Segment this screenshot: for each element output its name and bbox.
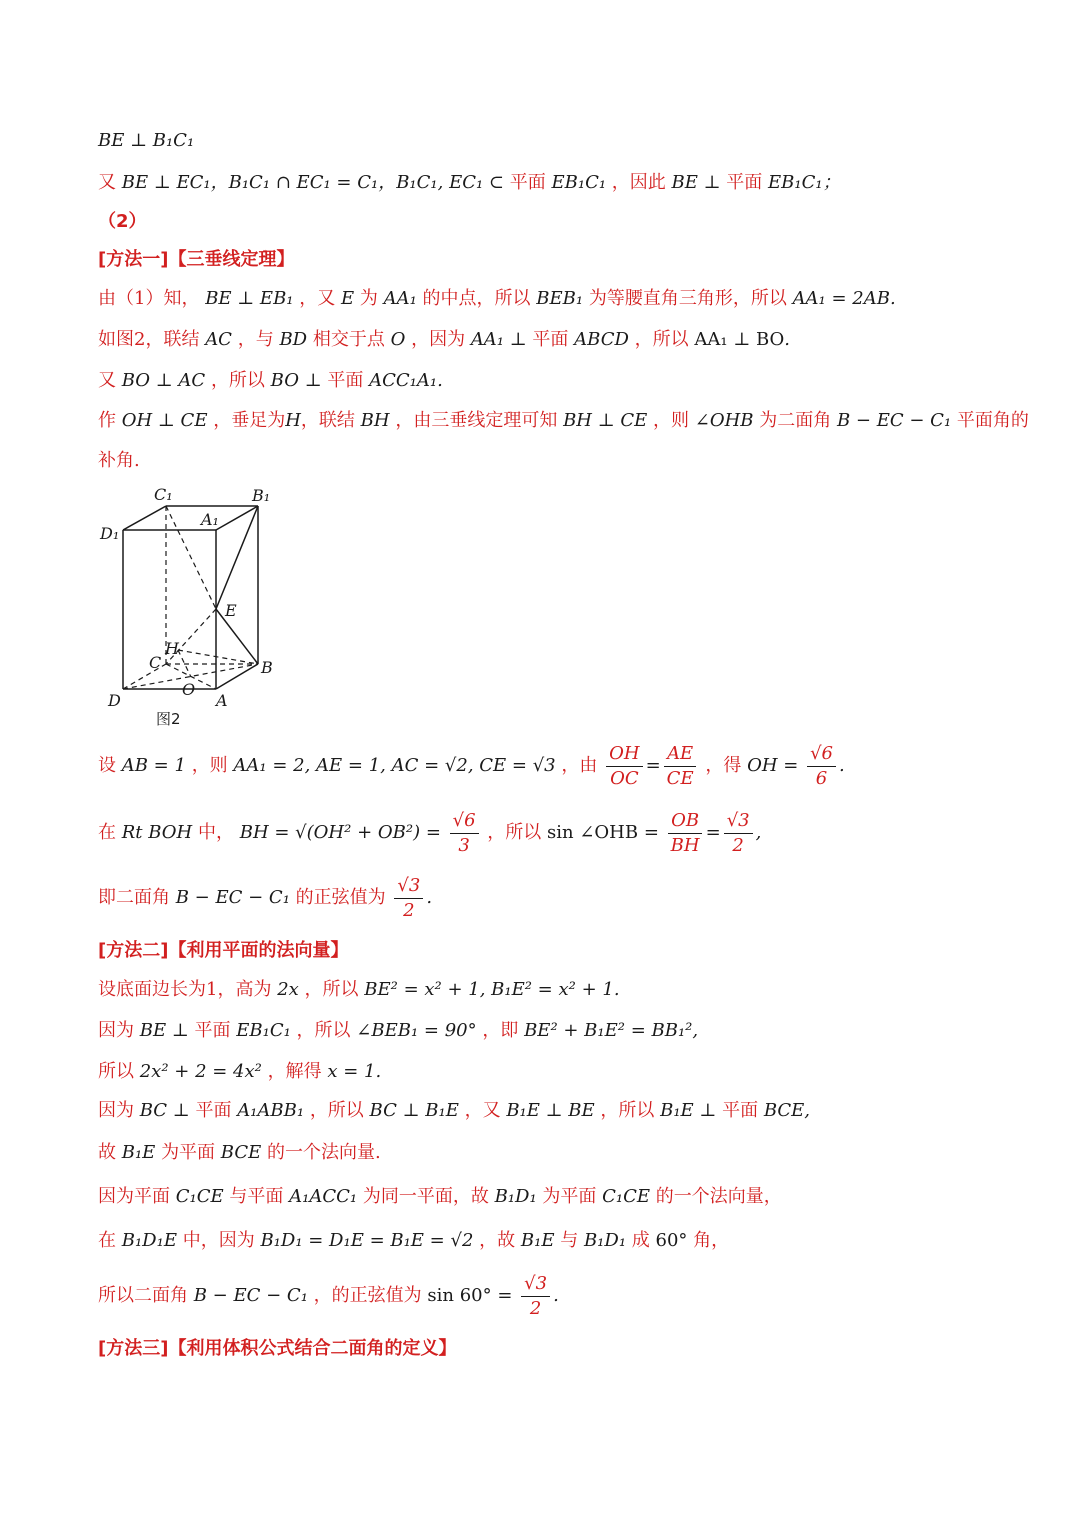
math-segment: AA₁ ⊥ BO bbox=[694, 329, 785, 350]
fraction-OB-BH: $\frac{OB}{BH}$ bbox=[668, 809, 703, 858]
edge bbox=[216, 664, 258, 689]
text-segment: ，由三垂线定理可知 bbox=[395, 410, 558, 431]
fraction-sqrt3-2: $\frac{√3}{2}$ bbox=[521, 1272, 550, 1321]
text-segment: ，垂足为 bbox=[213, 410, 286, 431]
text-segment: ，又 bbox=[299, 288, 336, 309]
math-segment: AA₁ bbox=[383, 288, 417, 309]
math-segment: OH = bbox=[747, 755, 799, 776]
m2-line-4: 因为 BC ⊥ 平面 A₁ABB₁ ，所以 BC ⊥ B₁E ，又 B₁E ⊥ BE ，所以 B₁E ⊥ 平面 BCE, bbox=[98, 1100, 811, 1121]
text-segment: 平面角的 bbox=[956, 410, 1029, 431]
math-segment: A₁ACC₁ bbox=[289, 1186, 358, 1207]
text-segment: 由（1）知， bbox=[98, 288, 200, 309]
edge bbox=[216, 506, 258, 530]
text-segment: 平面 bbox=[195, 1100, 232, 1121]
method-3-heading: [方法三]【利用体积公式结合二面角的定义】 bbox=[98, 1338, 457, 1359]
math-segment: C₁CE bbox=[175, 1186, 224, 1207]
math-segment: BH bbox=[360, 410, 390, 431]
math-segment: B₁E bbox=[520, 1230, 555, 1251]
m2-line-8: 所以二面角 B − EC − C₁ ，的正弦值为 sin 60° = $\frac{√3}{2}$ . bbox=[98, 1272, 559, 1319]
label-B1: B₁ bbox=[252, 486, 271, 505]
text-segment: 平面 bbox=[722, 1100, 759, 1121]
math-segment: BE ⊥ bbox=[139, 1020, 189, 1041]
text-segment: ，故 bbox=[479, 1230, 516, 1251]
label-B: B bbox=[261, 658, 273, 677]
math-segment: B − EC − C₁ bbox=[193, 1285, 308, 1306]
math-segment: BE ⊥ bbox=[671, 172, 721, 193]
text-segment: 中， bbox=[198, 822, 234, 843]
figure-caption: 图2 bbox=[156, 710, 181, 728]
math-segment: BCE bbox=[220, 1142, 262, 1163]
math-segment: B₁D₁ bbox=[583, 1230, 627, 1251]
method-2-heading: [方法二]【利用平面的法向量】 bbox=[98, 940, 349, 961]
text-segment: ，所以 bbox=[487, 822, 542, 843]
fraction-sqrt3-2: $\frac{√3}{2}$ bbox=[724, 809, 753, 858]
math-segment: BC ⊥ B₁E bbox=[369, 1100, 459, 1121]
text-segment: ，即 bbox=[482, 1020, 519, 1041]
math-segment: O bbox=[390, 329, 406, 350]
math-segment: B₁E ⊥ BE bbox=[506, 1100, 595, 1121]
text-segment: 设底面边长为1，高为 bbox=[98, 979, 272, 1000]
fraction-sqrt3-2: $\frac{√3}{2}$ bbox=[394, 874, 423, 923]
text-segment: 平面 bbox=[532, 329, 569, 350]
edge bbox=[216, 609, 258, 664]
m1-line-6: 设 AB = 1 ，则 AA₁ = 2, AE = 1, AC = √2, CE = √3 ，由 $\frac{OH}{OC}$ = $\frac{AE}{CE}$ ，得 OH = $\frac{√6}{6}$ . bbox=[98, 742, 845, 789]
text-segment: ，的正弦值为 bbox=[313, 1285, 422, 1306]
hidden-edge bbox=[178, 650, 258, 664]
math-segment: sin 60° = bbox=[427, 1285, 513, 1306]
text-segment: ，得 bbox=[705, 755, 742, 776]
math-segment: E bbox=[340, 288, 355, 309]
text-segment: 所以二面角 bbox=[98, 1285, 188, 1306]
text-segment: 如图2，联结 bbox=[98, 329, 200, 350]
m2-line-3: 所以 2x² + 2 = 4x² ，解得 x = 1. bbox=[98, 1061, 382, 1082]
m1-line-1: 由（1）知， BE ⊥ EB₁ ，又 E 为 AA₁ 的中点，所以 BEB₁ 为等腰直角三角形，所以 AA₁ = 2AB. bbox=[98, 288, 896, 309]
text-segment: ，所以 bbox=[634, 329, 689, 350]
proof-line-1: BE ⊥ B₁C₁ bbox=[98, 130, 195, 151]
math-segment: C₁CE bbox=[602, 1186, 651, 1207]
fraction-OH-OC: $\frac{OH}{OC}$ bbox=[606, 742, 642, 791]
text-segment: ，则 bbox=[653, 410, 690, 431]
text-segment: 为同一平面，故 bbox=[362, 1186, 489, 1207]
math-segment: B₁D₁E bbox=[121, 1230, 177, 1251]
text-segment: 作 bbox=[98, 410, 116, 431]
m1-line-4 bbox=[98, 407, 1029, 435]
text-segment: 与 bbox=[560, 1230, 579, 1251]
text-segment: 又 bbox=[98, 370, 116, 391]
math-segment: x = 1 bbox=[327, 1061, 376, 1082]
m2-line-2: 因为 BE ⊥ 平面 EB₁C₁ ，所以 ∠BEB₁ = 90° ，即 BE² + B₁E² = BB₁², bbox=[98, 1020, 699, 1041]
math-segment: BEB₁ bbox=[536, 288, 584, 309]
text-segment: 为 bbox=[359, 288, 378, 309]
math-segment: BO ⊥ AC bbox=[121, 370, 206, 391]
math-segment: AA₁ = 2, AE = 1, AC = √2, CE = √3 bbox=[233, 755, 556, 776]
text-segment: 在 bbox=[98, 1230, 116, 1251]
math-segment: 60° bbox=[655, 1230, 688, 1251]
math-segment: B₁D₁ bbox=[494, 1186, 537, 1207]
text-segment: 相交于点 bbox=[312, 329, 385, 350]
math-segment: ∠BEB₁ = 90° bbox=[356, 1020, 477, 1041]
text-segment: 为等腰直角三角形，所以 bbox=[588, 288, 787, 309]
m2-line-7 bbox=[98, 1227, 729, 1255]
text-segment: 设 bbox=[98, 755, 116, 776]
math-segment: EB₁C₁ bbox=[551, 172, 607, 193]
math-segment: ACC₁A₁ bbox=[369, 370, 438, 391]
math-segment: B₁E ⊥ bbox=[660, 1100, 717, 1121]
math-segment: BH ⊥ CE bbox=[563, 410, 648, 431]
text-segment: 又 bbox=[98, 172, 116, 193]
label-A: A bbox=[216, 691, 228, 710]
text-segment: ，所以 bbox=[304, 979, 359, 1000]
text-segment: 因为 bbox=[98, 1020, 134, 1041]
label-H: H bbox=[165, 639, 179, 658]
text-segment: ，则 bbox=[191, 755, 228, 776]
fraction-sqrt6-3: $\frac{√6}{3}$ bbox=[450, 809, 479, 858]
text-segment: 平面 bbox=[509, 172, 546, 193]
math-segment: BO ⊥ bbox=[270, 370, 322, 391]
text-segment: 为二面角 bbox=[759, 410, 832, 431]
label-C: C bbox=[149, 653, 162, 672]
math-segment: BE² + B₁E² = BB₁² bbox=[524, 1020, 693, 1041]
text-segment: ，由 bbox=[561, 755, 598, 776]
m1-line-7: 在 Rt BOH 中， BH = √(OH² + OB²) = $\frac{√6}{3}$ ，所以 sin ∠OHB = $\frac{OB}{BH}$ = $\frac{√3}{2}$ , bbox=[98, 809, 762, 856]
m1-line-2: 如图2，联结 AC ，与 BD 相交于点 O ，因为 AA₁ ⊥ 平面 ABCD ，所以 AA₁ ⊥ BO. bbox=[98, 329, 791, 350]
fraction-sqrt6-6: $\frac{√6}{6}$ bbox=[807, 742, 836, 791]
label-D1: D₁ bbox=[100, 524, 120, 543]
math-segment: AC bbox=[205, 329, 232, 350]
m2-line-5 bbox=[98, 1139, 381, 1167]
math-segment: A₁ABB₁ bbox=[237, 1100, 305, 1121]
text-segment: ，因为 bbox=[411, 329, 466, 350]
math-segment: BE ⊥ EC₁，B₁C₁ ∩ EC₁ = C₁，B₁C₁, EC₁ ⊂ bbox=[121, 172, 505, 193]
math-segment: EB₁C₁ bbox=[236, 1020, 291, 1041]
text-segment: 平面 bbox=[194, 1020, 231, 1041]
math-segment: ∠OHB bbox=[694, 410, 754, 431]
math-segment: AA₁ = 2AB bbox=[792, 288, 890, 309]
math-segment: BH = √(OH² + OB²) = bbox=[239, 822, 441, 843]
m1-line-5: 补角. bbox=[98, 450, 140, 471]
method-1-heading: [方法一]【三垂线定理】 bbox=[98, 249, 295, 270]
math-segment: BC ⊥ bbox=[139, 1100, 190, 1121]
text-segment: 所以 bbox=[98, 1061, 134, 1082]
m1-line-3: 又 BO ⊥ AC ，所以 BO ⊥ 平面 ACC₁A₁. bbox=[98, 370, 443, 391]
math-segment: B₁E bbox=[121, 1142, 156, 1163]
math-segment: BE ⊥ EB₁ bbox=[205, 288, 294, 309]
math-segment: ABCD bbox=[574, 329, 629, 350]
edge bbox=[216, 506, 258, 609]
math-segment: Rt BOH bbox=[121, 822, 193, 843]
label-D: D bbox=[108, 691, 121, 710]
text-segment: ，又 bbox=[464, 1100, 501, 1121]
text-segment: 平面 bbox=[327, 370, 364, 391]
text-segment: 角， bbox=[693, 1230, 730, 1251]
text-segment: 中，因为 bbox=[182, 1230, 255, 1251]
text-segment: ，因此 bbox=[611, 172, 666, 193]
text-segment: 故 bbox=[98, 1142, 116, 1163]
math-segment: AB = 1 bbox=[121, 755, 186, 776]
text-segment: 因为 bbox=[98, 1100, 134, 1121]
label-O: O bbox=[182, 680, 196, 699]
text-segment: ，联结 bbox=[300, 410, 355, 431]
m2-line-6 bbox=[98, 1183, 782, 1211]
math-segment: OH ⊥ CE bbox=[121, 410, 208, 431]
text-segment: 为平面 bbox=[161, 1142, 216, 1163]
math-segment: BD bbox=[279, 329, 308, 350]
text-segment: ，与 bbox=[237, 329, 274, 350]
math-segment: sin ∠OHB = bbox=[547, 822, 659, 843]
text-segment: 的中点，所以 bbox=[422, 288, 531, 309]
label-C1: C₁ bbox=[154, 485, 173, 504]
math-segment: BE² = x² + 1, B₁E² = x² + 1 bbox=[364, 979, 614, 1000]
math-segment: AA₁ ⊥ bbox=[470, 329, 527, 350]
text-segment: 即二面角 bbox=[98, 887, 170, 908]
math-segment: 2x bbox=[277, 979, 299, 1000]
math-segment: B − EC − C₁ bbox=[175, 887, 290, 908]
text-segment: 的一个法向量. bbox=[267, 1142, 381, 1163]
text-segment: 为平面 bbox=[542, 1186, 597, 1207]
prism-figure bbox=[98, 482, 288, 732]
text-segment: ，解得 bbox=[267, 1061, 322, 1082]
text-segment: ，所以 bbox=[296, 1020, 351, 1041]
text-segment: 成 bbox=[631, 1230, 650, 1251]
text-segment: ，所以 bbox=[600, 1100, 655, 1121]
math-segment: BCE bbox=[763, 1100, 805, 1121]
fraction-AE-CE: $\frac{AE}{CE}$ bbox=[664, 742, 697, 791]
edge bbox=[123, 506, 166, 530]
text-segment: ，所以 bbox=[309, 1100, 364, 1121]
text-segment: 因为平面 bbox=[98, 1186, 170, 1207]
math-segment: EB₁C₁； bbox=[768, 172, 841, 193]
label-E: E bbox=[225, 601, 237, 620]
text-segment: 平面 bbox=[726, 172, 763, 193]
text-segment: 的正弦值为 bbox=[295, 887, 386, 908]
proof-line-2 bbox=[98, 169, 841, 197]
m2-line-1: 设底面边长为1，高为 2x ，所以 BE² = x² + 1, B₁E² = x² + 1. bbox=[98, 979, 620, 1000]
text-segment: 在 bbox=[98, 822, 116, 843]
text-segment: ，所以 bbox=[210, 370, 265, 391]
m1-line-8: 即二面角 B − EC − C₁ 的正弦值为 $\frac{√3}{2}$ . bbox=[98, 874, 433, 921]
math-segment: H bbox=[285, 410, 301, 431]
text-segment: 与平面 bbox=[229, 1186, 284, 1207]
math-segment: B − EC − C₁ bbox=[836, 410, 952, 431]
math-segment: B₁D₁ = D₁E = B₁E = √2 bbox=[260, 1230, 474, 1251]
label-A1: A₁ bbox=[201, 510, 219, 529]
text-segment: 的一个法向量， bbox=[655, 1186, 782, 1207]
part-2-label: （2） bbox=[98, 211, 147, 232]
math-segment: 2x² + 2 = 4x² bbox=[139, 1061, 262, 1082]
prism-diagram bbox=[98, 482, 288, 732]
